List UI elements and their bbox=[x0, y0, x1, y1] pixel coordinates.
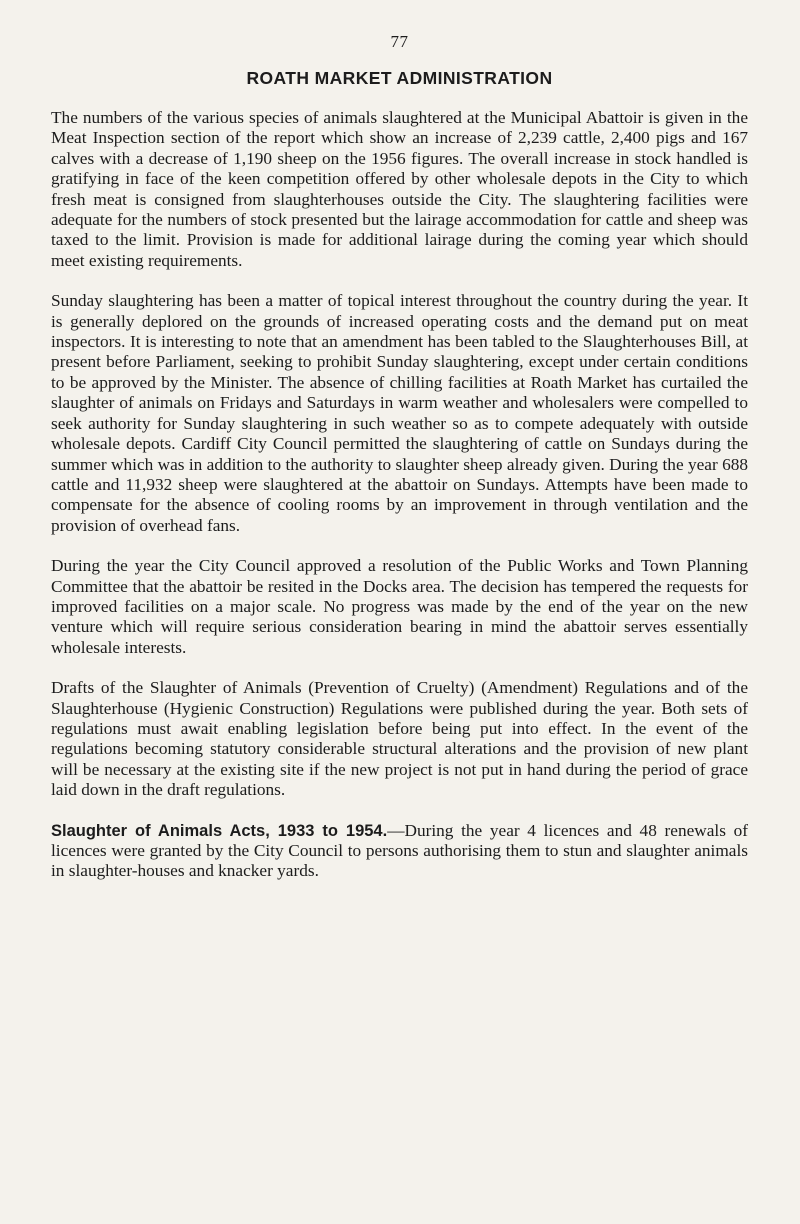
paragraph-sunday-slaughtering: Sunday slaughtering has been a matter of topical interest throughout the country during the year. It is generally deplored on the grounds of increased operating costs and the demand put on meat inspectors. It is interesting to note that an amendment has been tabled to the Slaughterhouses Bill, at present before Parliament, seeking to prohibit Sunday slaughtering, except under certain conditions to be approved by the Minister. The absence of chilling facilities at Roath Market has curtailed the slaughter of animals on Fridays and Saturdays in warm weather and wholesalers were compelled to seek authority for Sunday slaughtering in such weather so as to compete adequately with outside wholesale depots. Cardiff City Council permitted the slaughtering of cattle on Sundays during the summer which was in addition to the authority to slaughter sheep already given. During the year 688 cattle and 11,932 sheep were slaughtered at the abattoir on Sundays. Attempts have been made to compensate for the absence of cooling rooms by an improvement in through ventilation and the provision of overhead fans. bbox=[51, 291, 748, 535]
section-text-licences: —During the year 4 licences and 48 renewals of licences were granted by the City Council to persons authorising them to stun and slaughter animals in slaughter-houses and knacker yards. bbox=[51, 820, 748, 881]
page-number: 77 bbox=[390, 32, 409, 51]
paragraph-abattoir-resiting: During the year the City Council approved a resolution of the Public Works and Town Planning Committee that the abattoir be resited in the Docks area. The decision has tempered the requests for improved facilities on a major scale. No progress was made by the end of the year on the new venture which will require serious consideration bearing in mind the abattoir serves essentially wholesale interests. bbox=[51, 556, 748, 657]
section-heading-slaughter-acts: Slaughter of Animals Acts, 1933 to 1954. bbox=[51, 821, 388, 840]
paragraph-draft-regulations: Drafts of the Slaughter of Animals (Prevention of Cruelty) (Amendment) Regulations and of the Slaughterhouse (Hygienic Construction) Regulations were published during the year. Both sets of regulations must await enabling legislation before being put into effect. In the event of the regulations becoming statutory considerable structural alterations and the provision of new plant will be necessary at the existing site if the new project is not put in hand during the period of grace laid down in the draft regulations. bbox=[51, 678, 748, 800]
paragraph-stock-numbers: The numbers of the various species of animals slaughtered at the Municipal Abattoir is given in the Meat Inspection section of the report which show an increase of 2,239 cattle, 2,400 pigs and 167 calves with a decrease of 1,190 sheep on the 1956 figures. The overall increase in stock handled is gratifying in face of the keen competition offered by other wholesale depots in the City to which fresh meat is consigned from slaughterhouses outside the City. The slaughtering facilities were adequate for the numbers of stock presented but the lairage accommodation for cattle and sheep was taxed to the limit. Provision is made for additional lairage during the coming year which should meet existing requirements. bbox=[51, 108, 748, 270]
paragraph-licences bbox=[51, 821, 748, 882]
page-title: ROATH MARKET ADMINISTRATION bbox=[246, 68, 553, 88]
